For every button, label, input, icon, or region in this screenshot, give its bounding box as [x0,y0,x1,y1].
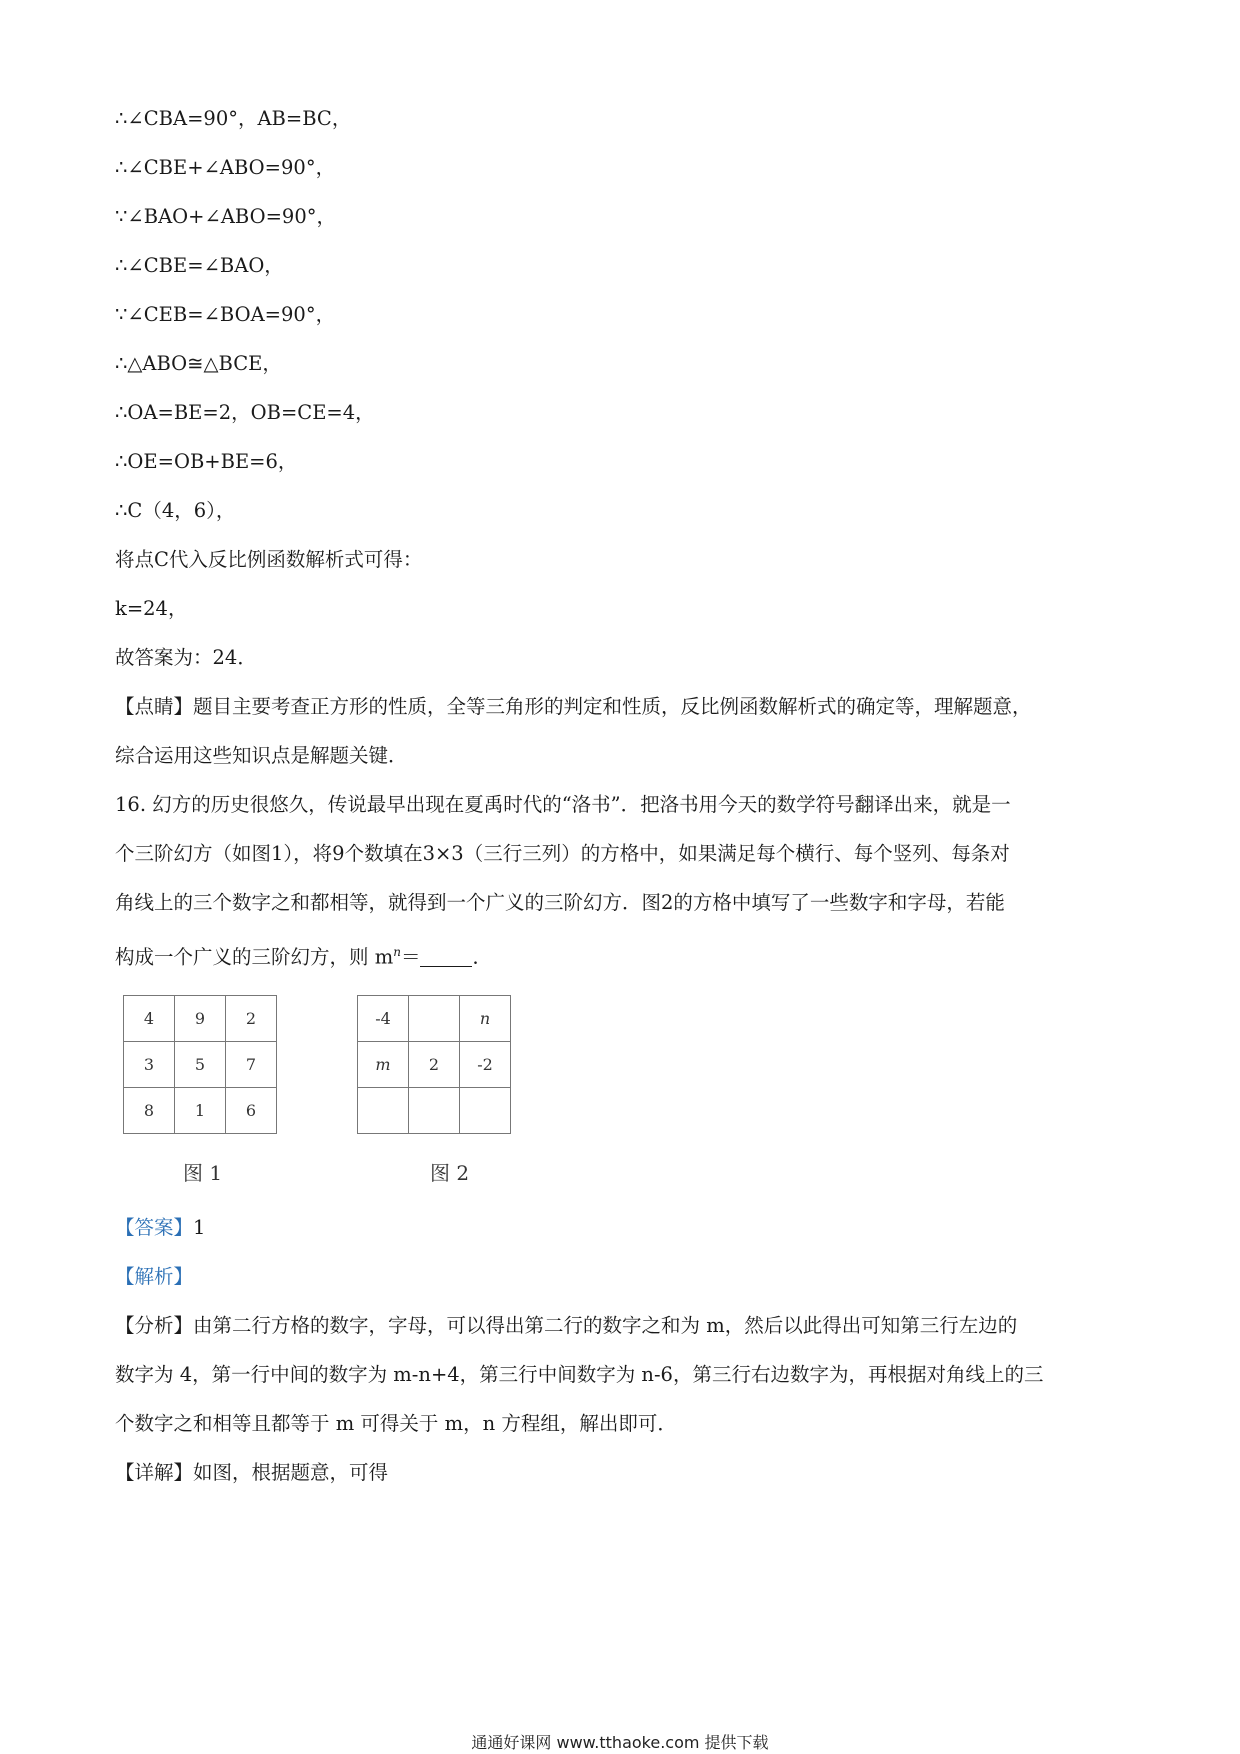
fenxi-paragraph [115,1313,1017,1339]
fig1-cell: 5 [175,1042,226,1088]
figure-1-magic-square [123,995,277,1134]
dianjing-line-2: 综合运用这些知识点是解题关键． [115,744,408,767]
q16-line-2: 个三阶幻方（如图1），将9个数填在3×3（三行三列）的方格中，如果满足每个横行、每个竖列、每条对 [115,842,1010,865]
proof-line-6: ∴△ABO≅△BCE， [115,352,282,375]
figure-2-caption: 图 2 [430,1161,470,1185]
fenxi-label: 【分析】 [115,1314,194,1337]
jiexi-line [115,1264,193,1290]
jiexi-label: 【解析】 [115,1265,194,1288]
fig1-cell: 2 [226,996,277,1042]
fig2-cell: m [358,1042,409,1088]
fig1-cell: 6 [226,1088,277,1134]
proof-line-12: 故答案为：24． [115,646,257,669]
proof-line-8: ∴OE=OB+BE=6， [115,450,298,473]
figure-1-caption: 图 1 [183,1161,223,1185]
q16-period: ． [472,945,492,969]
xiangjie-text: 如图，根据题意，可得 [193,1461,389,1484]
xiangjie-paragraph [115,1460,388,1486]
proof-line-11: k=24， [115,597,188,620]
q16-exponent-n: n [393,945,401,959]
fig2-cell: -2 [460,1042,511,1088]
fig1-cell: 3 [124,1042,175,1088]
answer-label: 【答案】 [115,1216,194,1239]
q16-line-1: 16. 幻方的历史很悠久，传说最早出现在夏禹时代的“洛书”．把洛书用今天的数学符号翻译出来，就是一 [115,793,1011,816]
proof-line-2: ∴∠CBE+∠ABO=90°， [115,156,336,179]
fig2-cell: -4 [358,996,409,1042]
answer-line [115,1215,205,1241]
q16-line-4 [115,939,492,971]
fig2-cell [358,1088,409,1134]
proof-line-1: ∴∠CBA=90°，AB=BC， [115,107,352,130]
fig1-cell: 1 [175,1088,226,1134]
proof-line-5: ∵∠CEB=∠BOA=90°， [115,303,336,326]
dianjing-line-1: 题目主要考查正方形的性质，全等三角形的判定和性质，反比例函数解析式的确定等，理解题意， [193,695,1032,718]
q16-equals: ＝ [400,945,421,969]
fenxi-line-2: 数字为 4，第一行中间的数字为 m-n+4，第三行中间数字为 n-6，第三行右边数字为，再根据对角线上的三 [115,1363,1044,1386]
proof-line-9: ∴C（4，6）， [115,499,236,522]
proof-line-4: ∴∠CBE=∠BAO， [115,254,284,277]
fig1-cell: 8 [124,1088,175,1134]
q16-line-3: 角线上的三个数字之和都相等，就得到一个广义的三阶幻方．图2的方格中填写了一些数字和字母，若能 [115,891,1005,914]
xiangjie-label: 【详解】 [115,1461,194,1484]
q16-line-4-text: 构成一个广义的三阶幻方，则 m [115,945,394,969]
fenxi-line-1: 由第二行方格的数字，字母，可以得出第二行的数字之和为 m，然后以此得出可知第三行左边的 [193,1314,1018,1337]
fig1-cell: 9 [175,996,226,1042]
answer-value: 1 [193,1216,206,1239]
fig2-cell: 2 [409,1042,460,1088]
fig2-cell [409,1088,460,1134]
fig2-cell: n [460,996,511,1042]
page-footer: 通通好课网 www.tthaoke.com 提供下载 [471,1733,769,1752]
fig1-cell: 7 [226,1042,277,1088]
fenxi-line-3: 个数字之和相等且都等于 m 可得关于 m，n 方程组，解出即可． [115,1412,677,1435]
proof-line-10: 将点C代入反比例函数解析式可得： [115,548,423,571]
proof-line-7: ∴OA=BE=2，OB=CE=4， [115,401,375,424]
answer-blank [420,946,472,967]
proof-line-3: ∵∠BAO+∠ABO=90°， [115,205,336,228]
fig1-cell: 4 [124,996,175,1042]
dianjing-paragraph [115,694,1032,720]
figure-2-magic-square [357,995,511,1134]
fig2-cell [409,996,460,1042]
dianjing-label: 【点睛】 [115,695,194,718]
fig2-cell [460,1088,511,1134]
